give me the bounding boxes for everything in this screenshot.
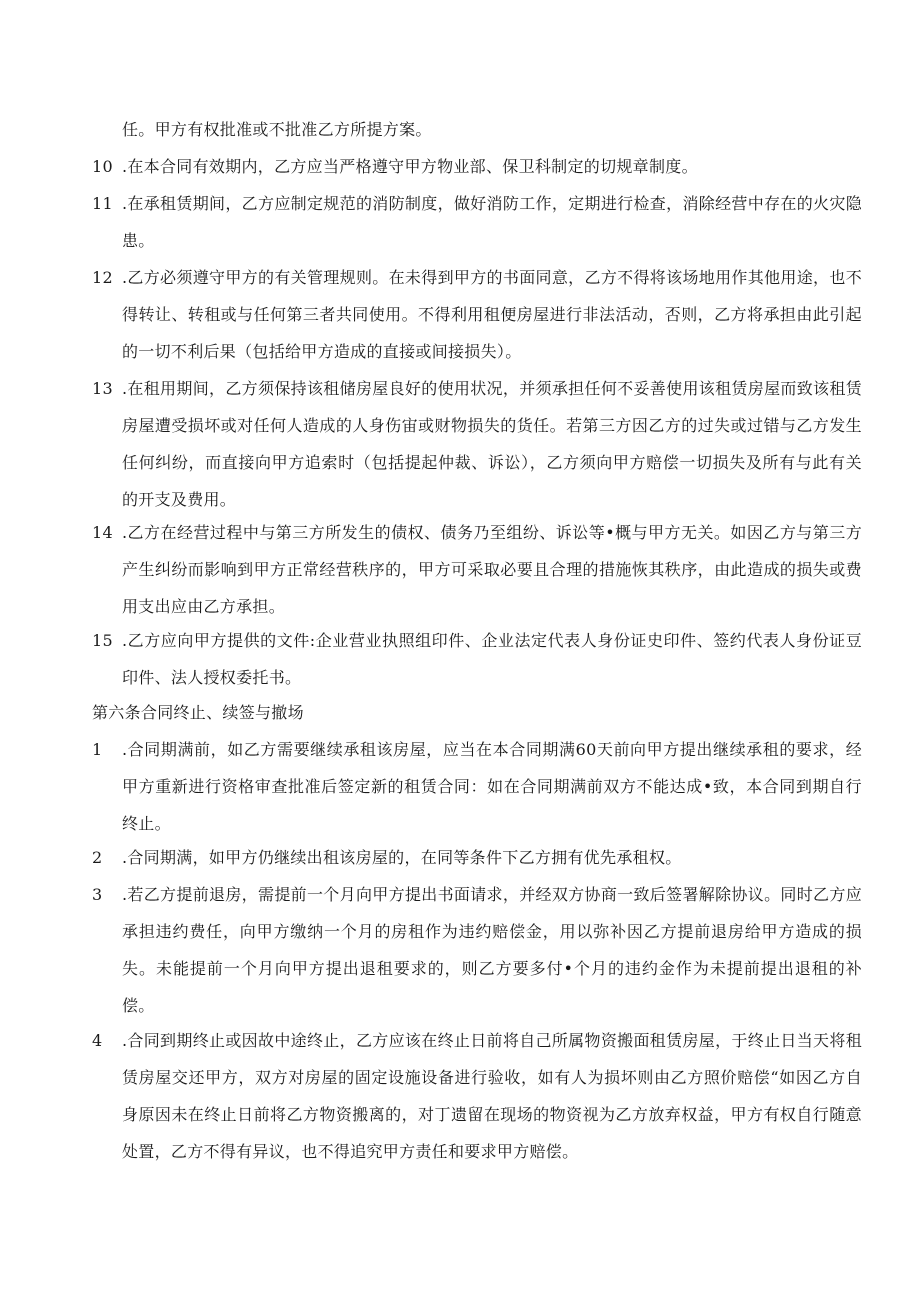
section-title: 第六条合同终止、续签与撤场	[92, 703, 304, 722]
section6-item-1	[92, 731, 862, 842]
clause-item-14	[92, 514, 862, 625]
continuation-paragraph	[92, 111, 862, 148]
section6-item-2	[92, 839, 862, 876]
clause-number: 10	[92, 157, 113, 176]
clause-number: 15	[92, 631, 113, 650]
continuation-text: 任。甲方有权批准或不批准乙方所提方案。	[122, 120, 432, 139]
clause-text: .在租用期间，乙方须保持该租储房屋良好的使用状况，并须承担任何不妥善使用该租赁房屋而致该租赁房屋遭受损坏或对任何人造成的人身伤宙或财物损失的货任。若第三方因乙方的过失或过错与乙方发生任何纠纷，而直接向甲方追索时（包括提起仲裁、诉讼），乙方须向甲方赔偿一切损失及所有与此有关的开支及费用。	[122, 379, 862, 509]
clause-item-12	[92, 259, 862, 370]
clause-number: 13	[92, 379, 113, 398]
clause-number: 14	[92, 523, 113, 542]
clause-text: .合同到期终止或因故中途终止，乙方应该在终止日前将自己所属物资搬面租赁房屋，于终止日当天将租赁房屋交还甲方，双方对房屋的固定设施设备进行验收，如有人为损坏则由乙方照价赔偿“如因乙方自身原因未在终止日前将乙方物资搬离的，对丁遗留在现场的物资视为乙方放弃权益，甲方有权自行随意处置，乙方不得有异议，也不得追究甲方责任和要求甲方赔偿。	[122, 1031, 862, 1161]
clause-item-11	[92, 185, 862, 259]
clause-text: .乙方必须遵守甲方的有关管理规则。在未得到甲方的书面同意，乙方不得将该场地用作其他用途，也不得转让、转租或与任何第三者共同使用。不得利用租便房屋进行非法活动，否则，乙方将承担由此引起的一切不利后果（包括给甲方造成的直接或间接损失）。	[122, 268, 862, 361]
clause-number: 12	[92, 268, 113, 287]
section6-item-4	[92, 1022, 862, 1170]
clause-number: 1	[92, 740, 103, 759]
clause-text: .乙方应向甲方提供的文件:企业营业执照组印件、企业法定代表人身份证史印件、签约代表人身份证豆印件、法人授权委托书。	[122, 631, 862, 687]
clause-number: 2	[92, 848, 103, 867]
section-heading-6	[92, 694, 832, 731]
clause-text: .在本合同有效期内，乙方应当严格遵守甲方物业部、保卫科制定的切规章制度。	[122, 157, 698, 176]
clause-item-10	[92, 148, 862, 185]
clause-number: 11	[92, 194, 113, 213]
clause-number: 4	[92, 1031, 103, 1050]
clause-text: .在承租赁期间，乙方应制定规范的消防制度，做好消防工作，定期进行检查，消除经营中存在的火灾隐患。	[122, 194, 862, 250]
clause-text: .若乙方提前退房，需提前一个月向甲方提出书面请求，并经双方协商一致后签署解除协议。同时乙方应承担违约费任，向甲方缴纳一个月的房租作为违约赔偿金，用以弥补因乙方提前退房给甲方造成的损失。未能提前一个月向甲方提出退租要求的，则乙方要多付•个月的违约金作为未提前提出退租的补偿。	[122, 885, 862, 1015]
clause-text: .乙方在经营过程中与第三方所发生的债权、债务乃至组纷、诉讼等•概与甲方无关。如因乙方与第三方产生纠纷而影响到甲方正常经营秩序的，甲方可采取必要且合理的措施恢其秩序，由此造成的损失或费用支出应由乙方承担。	[122, 523, 862, 616]
section6-item-3	[92, 876, 862, 1024]
clause-item-15	[92, 622, 862, 696]
clause-text: .合同期满前，如乙方需要继续承租该房屋，应当在本合同期满60天前向甲方提出继续承租的要求，经甲方重新进行资格审查批准后签定新的租赁合同：如在合同期满前双方不能达成•致，本合同到期自行终止。	[122, 740, 862, 833]
clause-text: .合同期满，如甲方仍继续出租该房屋的，在同等条件下乙方拥有优先承租权。	[122, 848, 682, 867]
clause-number: 3	[92, 885, 103, 904]
clause-item-13	[92, 370, 862, 518]
